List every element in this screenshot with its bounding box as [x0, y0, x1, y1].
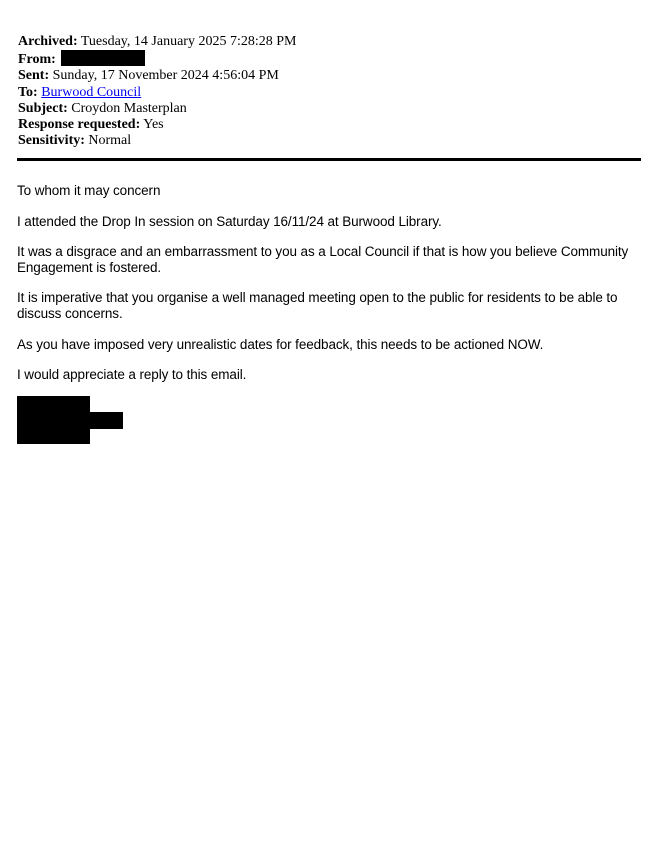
email-header: [18, 34, 640, 149]
subject-value: Croydon Masterplan: [71, 100, 187, 116]
body-paragraph: To whom it may concern: [17, 183, 161, 198]
from-row: [18, 50, 640, 68]
from-redaction: [61, 50, 145, 66]
body-paragraph: It was a disgrace and an embarrassment to you as a Local Council if that is how you believe Community Engagement is fostered.: [17, 244, 629, 275]
response-row: [18, 117, 640, 133]
body-paragraph: I attended the Drop In session on Saturday 16/11/24 at Burwood Library.: [17, 213, 442, 229]
email-body: [17, 183, 637, 398]
redaction-block: [77, 412, 123, 429]
response-value: Yes: [143, 117, 164, 133]
sent-label: Sent:: [18, 68, 50, 84]
sensitivity-value: Normal: [88, 133, 132, 149]
archived-value: Tuesday, 14 January 2025 7:28:28 PM: [80, 34, 297, 49]
sent-row: [18, 68, 640, 84]
subject-label: Subject:: [18, 100, 68, 116]
sensitivity-row: [18, 133, 640, 149]
from-label: From:: [18, 52, 56, 68]
to-row: [18, 85, 640, 101]
sensitivity-label: Sensitivity:: [18, 133, 85, 149]
body-paragraph: As you have imposed very unrealistic dates for feedback, this needs to be actioned NOW.: [17, 336, 544, 352]
to-label: To:: [18, 84, 38, 100]
response-label: Response requested:: [18, 117, 141, 133]
sent-value: Sunday, 17 November 2024 4:56:04 PM: [52, 68, 279, 84]
archived-row: [18, 34, 640, 50]
header-divider: [17, 158, 641, 161]
to-recipient-link[interactable]: Burwood Council: [41, 84, 142, 100]
body-paragraph: It is imperative that you organise a well managed meeting open to the public for residents to be able to discuss concerns.: [17, 290, 618, 321]
subject-row: [18, 101, 640, 117]
archived-label: Archived:: [18, 34, 78, 49]
body-paragraph: I would appreciate a reply to this email.: [17, 367, 247, 383]
signature-redaction: [17, 396, 123, 444]
